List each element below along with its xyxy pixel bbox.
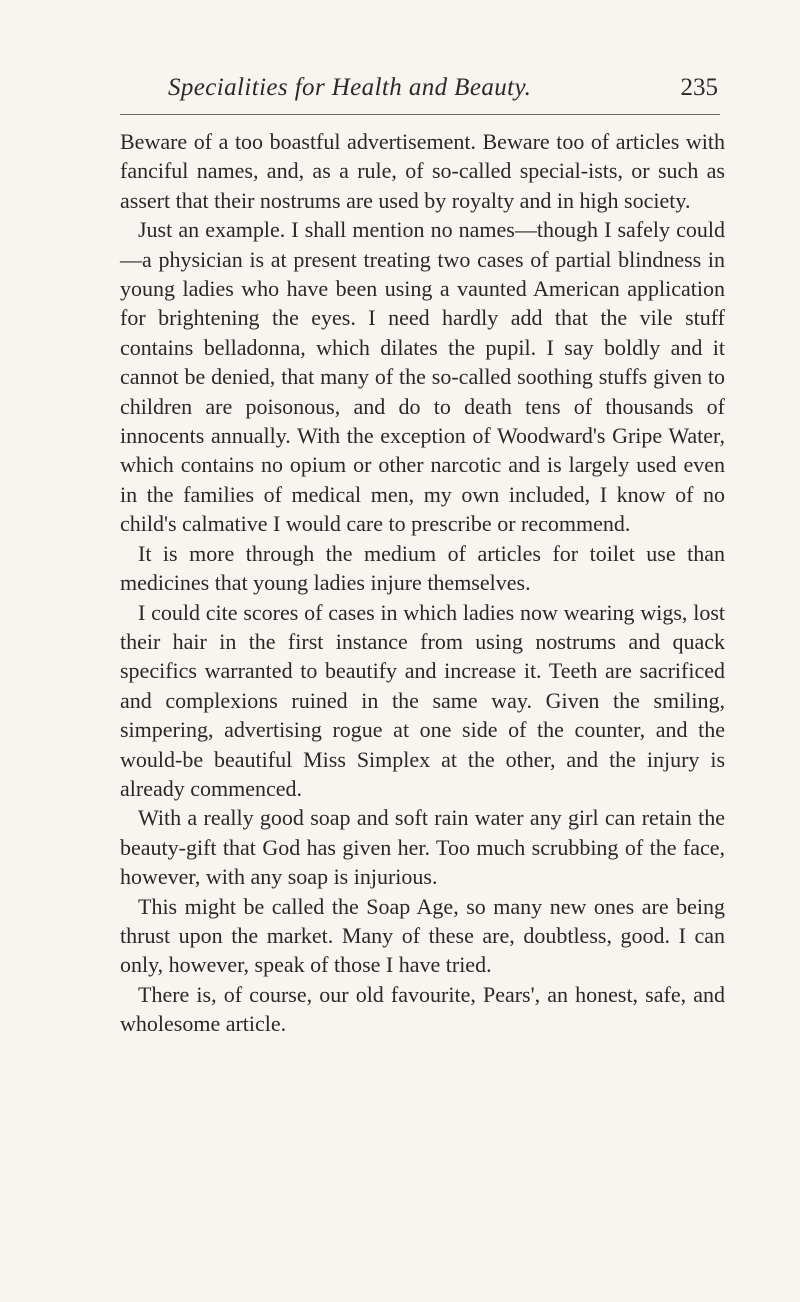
page-number: 235 [680,74,718,101]
running-title: Specialities for Health and Beauty. [168,74,532,101]
paragraph-1: Beware of a too boastful advertisement. Beware too of articles with fanciful names, and, as a rule, of so-called special-ists, or such as assert that their nostrums are used by royalty and in high society. [120,129,725,213]
paragraph-4: I could cite scores of cases in which ladies now wearing wigs, lost their hair in the first instance from using nostrums and quack specifics warranted to beautify and increase it. Teeth are sacrificed and complexions ruined in the same way. Given the smiling, simpering, advertising rogue at one side of the counter, and the would-be beautiful Miss Simplex at the other, and the injury is already commenced. [120,599,725,801]
paragraph-6: This might be called the Soap Age, so many new ones are being thrust upon the market. Many of these are, doubtless, good. I can only, however, speak of those I have tried. [120,893,725,978]
running-header [120,74,720,114]
header-rule [120,114,720,115]
body-text [120,127,725,1039]
paragraph-2: Just an example. I shall mention no names—though I safely could—a physician is at present treating two cases of partial blindness in young ladies who have been using a vaunted American application for brightening the eyes. I need hardly add that the vile stuff contains belladonna, which dilates the pupil. I say boldly and it cannot be denied, that many of the so-called soothing stuffs given to children are poisonous, and do to death tens of thousands of innocents annually. With the exception of Woodward's Gripe Water, which contains no opium or other narcotic and is largely used even in the families of medical men, my own included, I know of no child's calmative I would care to prescribe or recommend. [120,217,725,537]
paragraph-5: With a really good soap and soft rain water any girl can retain the beauty-gift that God has given her. Too much scrubbing of the face, however, with any soap is injurious. [120,805,725,890]
paragraph-3: It is more through the medium of articles for toilet use than medicines that young ladies injure themselves. [120,540,725,596]
paragraph-7: There is, of course, our old favourite, Pears', an honest, safe, and wholesome article. [120,981,725,1037]
